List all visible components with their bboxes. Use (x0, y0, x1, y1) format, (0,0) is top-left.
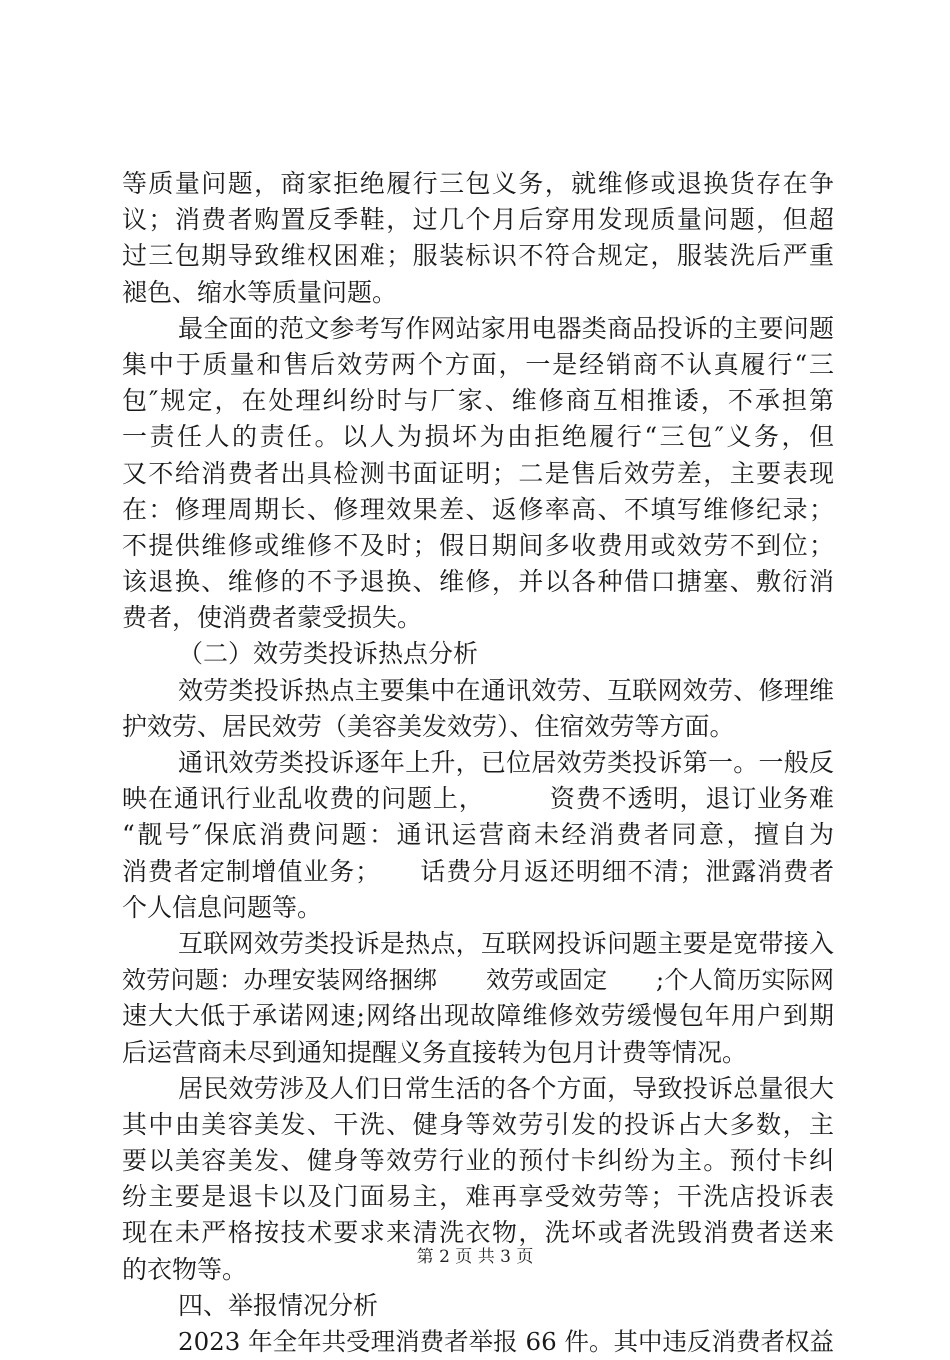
text-line: 后运营商未尽到通知提醒义务直接转为包月计费等情况。 (122, 1037, 748, 1067)
text-line: 费者，使消费者蒙受损失。 (122, 603, 423, 633)
text-line: 又不给消费者出具检测书面证明；二是售后效劳差，主要表现 (122, 458, 834, 488)
text-line: 等质量问题，商家拒绝履行三包义务，就维修或退换货存在争 (122, 169, 834, 198)
text-line: 映在通讯行业乱收费的问题上， 资费不透明，退订业务难 (122, 784, 834, 814)
text-line: 议；消费者购置反季鞋，过几个月后穿用发现质量问题，但超 (122, 205, 834, 235)
text-line: “靓号″保底消费问题：通讯运营商未经消费者同意，擅自为 (122, 820, 834, 850)
page-number: 第 2 页 共 3 页 (416, 1247, 534, 1267)
text-line: 效劳问题：办理安装网络捆绑 效劳或固定 ;个人简历实际网 (122, 966, 834, 995)
paragraph-first-line: 互联网效劳类投诉是热点，互联网投诉问题主要是宽带接入 (178, 928, 834, 958)
text-line: 包″规定，在处理纠纷时与厂家、维修商互相推诿，不承担第 (122, 386, 834, 416)
section-heading: 四、举报情况分析 (178, 1290, 379, 1320)
paragraph-first-line: 居民效劳涉及人们日常生活的各个方面，导致投诉总量很大 (178, 1073, 834, 1103)
paragraph-first-line: 效劳类投诉热点主要集中在通讯效劳、互联网效劳、修理维 (178, 675, 834, 705)
text-line: 消费者定制增值业务； 话费分月返还明细不清；泄露消费者 (122, 856, 834, 886)
paragraph-first-line: 通讯效劳类投诉逐年上升，已位居效劳类投诉第一。一般反 (178, 748, 834, 777)
paragraph-first-line: 2023 年全年共受理消费者举报 66 件。其中违反消费者权益 (178, 1327, 834, 1356)
text-line: 不提供维修或维修不及时；假日期间多收费用或效劳不到位； (122, 530, 834, 560)
text-line: 该退换、维修的不予退换、维修，并以各种借口搪塞、敷衍消 (122, 567, 834, 597)
section-heading: （二）效劳类投诉热点分析 (178, 639, 479, 669)
text-line: 速大大低于承诺网速;网络出现故障维修效劳缓慢包年用户到期 (122, 1001, 834, 1031)
text-line: 个人信息问题等。 (122, 892, 323, 922)
text-line: 现在未严格按技术要求来清洗衣物，洗坏或者洗毁消费者送来 (122, 1218, 834, 1248)
text-line: 过三包期导致维权困难；服装标识不符合规定，服装洗后严重 (122, 241, 834, 271)
paragraph-first-line: 最全面的范文参考写作网站家用电器类商品投诉的主要问题 (178, 313, 834, 343)
text-line: 的衣物等。 (122, 1254, 248, 1284)
text-line: 集中于质量和售后效劳两个方面，一是经销商不认真履行“三 (122, 349, 834, 379)
page-footer (0, 1242, 950, 1267)
text-line: 护效劳、居民效劳（美容美发效劳）、住宿效劳等方面。 (122, 711, 735, 741)
text-line: 一责任人的责任。以人为损坏为由拒绝履行“三包″义务，但 (122, 422, 834, 452)
text-line: 其中由美容美发、干洗、健身等效劳引发的投诉占大多数，主 (122, 1109, 834, 1139)
document-body (122, 166, 834, 1360)
text-line: 要以美容美发、健身等效劳行业的预付卡纠纷为主。预付卡纠 (122, 1146, 834, 1176)
text-line: 纷主要是退卡以及门面易主，难再享受效劳等；干洗店投诉表 (122, 1182, 834, 1212)
text-line: 在：修理周期长、修理效果差、返修率高、不填写维修纪录； (122, 494, 834, 524)
text-line: 褪色、缩水等质量问题。 (122, 277, 398, 307)
